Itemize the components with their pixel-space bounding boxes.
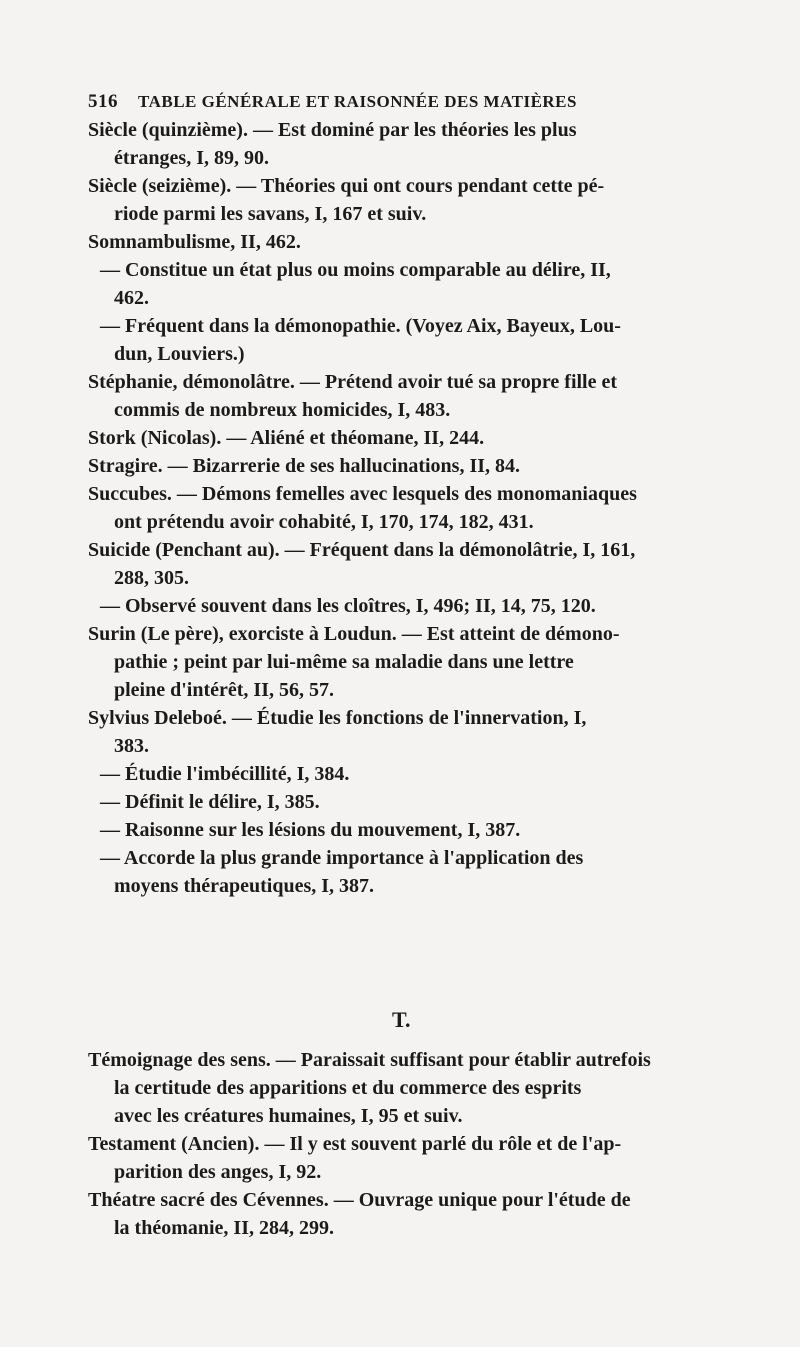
index-line: Témoignage des sens. — Paraissait suffisant pour établir autrefois xyxy=(88,1049,651,1071)
index-line: pathie ; peint par lui-même sa maladie dans une lettre xyxy=(114,651,574,673)
index-line: Stork (Nicolas). — Aliéné et théomane, II, 244. xyxy=(88,427,485,449)
index-line: la théomanie, II, 284, 299. xyxy=(114,1217,334,1239)
index-line: parition des anges, I, 92. xyxy=(114,1161,322,1183)
index-line: la certitude des apparitions et du commerce des esprits xyxy=(114,1077,582,1099)
index-line: dun, Louviers.) xyxy=(114,343,245,365)
index-line: avec les créatures humaines, I, 95 et suiv. xyxy=(114,1105,463,1127)
running-title: TABLE GÉNÉRALE ET RAISONNÉE DES MATIÈRES xyxy=(138,92,577,111)
index-line: Siècle (seizième). — Théories qui ont cours pendant cette pé- xyxy=(88,175,605,197)
index-line: étranges, I, 89, 90. xyxy=(114,147,269,169)
index-line: — Étudie l'imbécillité, I, 384. xyxy=(100,763,350,785)
index-line: riode parmi les savans, I, 167 et suiv. xyxy=(114,203,427,225)
index-line: ont prétendu avoir cohabité, I, 170, 174, 182, 431. xyxy=(114,511,534,533)
index-line: — Accorde la plus grande importance à l'application des xyxy=(100,847,584,869)
index-line: 462. xyxy=(114,287,149,309)
index-line: — Constitue un état plus ou moins comparable au délire, II, xyxy=(100,259,611,281)
index-line: Succubes. — Démons femelles avec lesquels des monomaniaques xyxy=(88,483,637,505)
index-line: Théatre sacré des Cévennes. — Ouvrage unique pour l'étude de xyxy=(88,1189,631,1211)
index-line: 288, 305. xyxy=(114,567,189,589)
index-line: moyens thérapeutiques, I, 387. xyxy=(114,875,375,897)
index-line: commis de nombreux homicides, I, 483. xyxy=(114,399,451,421)
index-line: Siècle (quinzième). — Est dominé par les théories les plus xyxy=(88,119,577,141)
index-line: 383. xyxy=(114,735,149,757)
section-letter: T. xyxy=(392,1007,411,1032)
index-line: Stéphanie, démonolâtre. — Prétend avoir tué sa propre fille et xyxy=(88,371,618,393)
index-line: Surin (Le père), exorciste à Loudun. — Est atteint de démono- xyxy=(88,623,620,645)
index-line: pleine d'intérêt, II, 56, 57. xyxy=(114,679,334,701)
index-line: Suicide (Penchant au). — Fréquent dans la démonolâtrie, I, 161, xyxy=(88,539,636,561)
index-line: — Fréquent dans la démonopathie. (Voyez Aix, Bayeux, Lou- xyxy=(100,315,621,337)
page-number: 516 xyxy=(88,91,118,112)
index-line: — Définit le délire, I, 385. xyxy=(100,791,320,813)
index-line: Sylvius Deleboé. — Étudie les fonctions de l'innervation, I, xyxy=(88,707,587,729)
index-line: — Raisonne sur les lésions du mouvement, I, 387. xyxy=(100,819,521,841)
index-line: — Observé souvent dans les cloîtres, I, 496; II, 14, 75, 120. xyxy=(100,595,596,617)
index-line: Testament (Ancien). — Il y est souvent parlé du rôle et de l'ap- xyxy=(88,1133,622,1155)
index-line: Stragire. — Bizarrerie de ses hallucinations, II, 84. xyxy=(88,455,521,477)
index-line: Somnambulisme, II, 462. xyxy=(88,231,301,253)
